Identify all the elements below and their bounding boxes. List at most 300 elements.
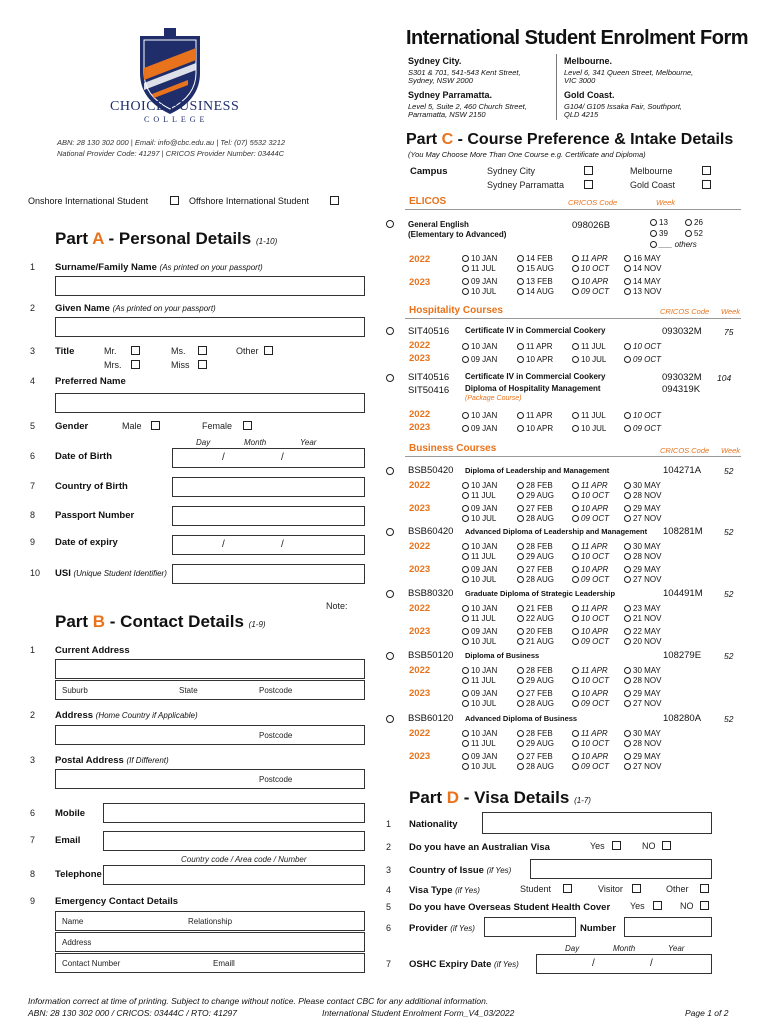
intake-date-option[interactable] [572, 752, 608, 761]
intake-date-option[interactable] [462, 565, 497, 574]
intake-date-option[interactable] [572, 411, 606, 420]
intake-date-option[interactable] [572, 575, 609, 584]
current-address-suburb-field[interactable] [55, 680, 365, 700]
dob-year-label: Year [300, 438, 317, 447]
campus-sydney-city-checkbox[interactable] [584, 166, 593, 175]
radio-icon [517, 343, 524, 350]
intake-date-option[interactable] [624, 342, 661, 351]
intake-date-option[interactable] [624, 264, 661, 273]
intake-date-option[interactable] [462, 514, 496, 523]
year-label: 2022 [409, 603, 431, 614]
expiry-field[interactable] [172, 535, 365, 555]
week-option[interactable]: 52 [685, 229, 703, 238]
intake-date-label: 30 MAY [633, 542, 661, 551]
intake-date-label: 09 JAN [471, 689, 498, 698]
intake-date-option[interactable] [624, 739, 661, 748]
intake-date-label: 09 JAN [471, 504, 498, 513]
expiry-separator: / [281, 539, 284, 550]
course-select-radio[interactable] [386, 327, 394, 335]
elicos-select-radio[interactable] [386, 220, 394, 228]
radio-icon [462, 288, 469, 295]
radio-icon [624, 700, 631, 707]
expiry-separator: / [222, 539, 225, 550]
intake-date-option[interactable] [572, 342, 606, 351]
year-label: 2023 [409, 353, 431, 364]
intake-date-option[interactable] [572, 565, 608, 574]
intake-date-label: 28 FEB [526, 542, 553, 551]
passport-field[interactable] [172, 506, 365, 526]
intake-date-option[interactable] [462, 627, 497, 636]
intake-date-option[interactable] [572, 254, 608, 263]
radio-icon [624, 730, 631, 737]
intake-date-option[interactable] [462, 614, 496, 623]
radio-icon [462, 515, 469, 522]
campus-goldcoast-checkbox[interactable] [702, 180, 711, 189]
year-label: 2022 [409, 541, 431, 552]
campus-parramatta-checkbox[interactable] [584, 180, 593, 189]
intake-date-option[interactable] [572, 481, 608, 490]
intake-date-option[interactable] [624, 575, 661, 584]
title-other-checkbox[interactable] [264, 346, 273, 355]
intake-date-label: 11 JUL [471, 676, 496, 685]
intake-date-option[interactable] [624, 481, 661, 490]
intake-date-label: 14 AUG [526, 287, 555, 296]
intake-date-label: 28 AUG [526, 762, 555, 771]
radio-icon [517, 638, 524, 645]
intake-date-option[interactable] [517, 342, 553, 351]
week-header: Week [721, 446, 741, 455]
intake-date-option[interactable] [462, 666, 497, 675]
course-week: 104 [717, 373, 732, 383]
intake-date-option[interactable] [624, 542, 661, 551]
course-select-radio[interactable] [386, 715, 394, 723]
nationality-field[interactable] [482, 812, 712, 834]
dob-field[interactable] [172, 448, 365, 468]
intake-date-option[interactable] [517, 552, 554, 561]
intake-date-option[interactable] [462, 424, 497, 433]
intake-date-option[interactable] [624, 637, 661, 646]
intake-date-option[interactable] [462, 504, 497, 513]
intake-date-label: 11 APR [581, 604, 608, 613]
intake-date-option[interactable] [624, 729, 661, 738]
radio-icon [462, 615, 469, 622]
week-option[interactable]: 13 [650, 218, 668, 227]
intake-date-label: 10 JAN [471, 542, 498, 551]
course-select-radio[interactable] [386, 528, 394, 536]
surname-field[interactable] [55, 276, 365, 296]
offshore-checkbox[interactable] [330, 196, 339, 205]
intake-date-label: 28 AUG [526, 575, 555, 584]
intake-date-option[interactable] [572, 676, 609, 685]
intake-date-label: 11 APR [526, 342, 553, 351]
intake-date-option[interactable] [624, 355, 661, 364]
intake-date-label: 11 JUL [471, 739, 496, 748]
intake-date-option[interactable] [462, 575, 496, 584]
intake-date-option[interactable] [517, 491, 554, 500]
part-b-heading: Part B - Contact Details (1-9) [55, 612, 266, 631]
campus-name: Melbourne. [564, 56, 613, 66]
intake-date-option[interactable] [517, 762, 554, 771]
intake-date-option[interactable] [572, 739, 609, 748]
course-code: SIT40516 [408, 326, 450, 337]
campus-melbourne-checkbox[interactable] [702, 166, 711, 175]
radio-icon [462, 356, 469, 363]
campus-address: S301 & 701, 541-543 Kent Street, [408, 68, 521, 77]
intake-date-option[interactable] [572, 504, 608, 513]
intake-date-option[interactable] [462, 762, 496, 771]
intake-date-option[interactable] [462, 254, 497, 263]
intake-date-option[interactable] [517, 752, 553, 761]
intake-date-label: 28 FEB [526, 481, 553, 490]
intake-date-option[interactable] [572, 264, 609, 273]
mobile-field[interactable] [103, 803, 365, 823]
radio-icon [517, 753, 524, 760]
postal-address-field[interactable] [55, 769, 365, 789]
visa-other-checkbox[interactable] [700, 884, 709, 893]
onshore-checkbox[interactable] [170, 196, 179, 205]
q-number: 9 [30, 537, 36, 547]
radio-icon [462, 638, 469, 645]
intake-date-option[interactable] [517, 565, 553, 574]
intake-date-option[interactable] [624, 424, 661, 433]
intake-date-option[interactable] [462, 287, 496, 296]
intake-date-option[interactable] [572, 552, 609, 561]
intake-date-option[interactable] [462, 552, 496, 561]
course-week: 52 [724, 651, 734, 661]
intake-date-option[interactable] [572, 689, 608, 698]
intake-date-option[interactable] [572, 355, 606, 364]
intake-date-option[interactable] [517, 614, 554, 623]
intake-date-option[interactable] [572, 277, 608, 286]
intake-date-option[interactable] [624, 491, 661, 500]
intake-date-option[interactable] [624, 627, 661, 636]
email-field[interactable] [103, 831, 365, 851]
intake-date-label: 20 NOV [633, 637, 662, 646]
email-label: Email [55, 835, 81, 846]
campus-address: Sydney, NSW 2000 [408, 76, 473, 85]
intake-date-option[interactable] [624, 565, 661, 574]
course-code: SIT40516 [408, 372, 450, 383]
expiry-day-label: Day [565, 944, 580, 953]
expiry-separator: / [650, 958, 653, 969]
title-other-label: Other [236, 346, 259, 356]
intake-date-label: 09 OCT [581, 699, 610, 708]
intake-date-option[interactable] [624, 666, 661, 675]
radio-icon [572, 628, 579, 635]
radio-icon [462, 753, 469, 760]
footer-disclaimer: Information correct at time of printing. Subject to change without notice. Please contact CBC for any additional information. [28, 996, 489, 1006]
postal-address-label: Postal Address (If Different) [55, 755, 169, 766]
intake-date-label: 21 FEB [526, 604, 553, 613]
ec-number-label: Contact Number [62, 959, 121, 968]
radio-icon [572, 255, 579, 262]
radio-icon [572, 543, 579, 550]
intake-date-option[interactable] [462, 481, 497, 490]
course-code: BSB60420 [408, 526, 454, 537]
q-number: 3 [30, 755, 36, 765]
course-select-radio[interactable] [386, 374, 394, 382]
week-option[interactable]: 26 [685, 218, 703, 227]
radio-icon [462, 553, 469, 560]
radio-icon [572, 605, 579, 612]
intake-date-option[interactable] [462, 676, 496, 685]
intake-date-option[interactable] [462, 542, 497, 551]
intake-date-option[interactable] [462, 752, 497, 761]
radio-icon [572, 566, 579, 573]
current-address-label: Current Address [55, 645, 130, 656]
intake-date-option[interactable] [462, 637, 496, 646]
radio-icon [624, 278, 631, 285]
ec-relationship-label: Relationship [188, 917, 233, 926]
intake-date-label: 11 APR [581, 254, 608, 263]
course-cricos: 104271A [663, 465, 702, 476]
intake-date-option[interactable] [624, 552, 661, 561]
intake-date-option[interactable] [624, 676, 661, 685]
intake-date-label: 10 OCT [581, 491, 610, 500]
intake-date-option[interactable] [462, 411, 497, 420]
radio-icon [517, 492, 524, 499]
current-address-field[interactable] [55, 659, 365, 679]
q-number: 8 [30, 510, 36, 520]
mobile-label: Mobile [55, 808, 86, 819]
intake-date-label: 09 OCT [581, 514, 610, 523]
intake-date-label: 10 APR [581, 689, 609, 698]
radio-icon [462, 700, 469, 707]
radio-icon [462, 505, 469, 512]
intake-date-option[interactable] [572, 424, 606, 433]
course-name: Diploma of Business [465, 651, 540, 660]
intake-date-option[interactable] [572, 627, 608, 636]
intake-date-option[interactable] [517, 514, 554, 523]
intake-date-option[interactable] [624, 699, 661, 708]
year-label: 2023 [409, 422, 431, 433]
intake-date-option[interactable] [462, 689, 497, 698]
intake-date-option[interactable] [572, 699, 609, 708]
intake-date-option[interactable] [462, 355, 497, 364]
intake-date-option[interactable] [572, 604, 608, 613]
radio-icon [624, 566, 631, 573]
intake-date-label: 27 NOV [633, 575, 662, 584]
intake-date-option[interactable] [517, 627, 553, 636]
intake-date-option[interactable] [517, 729, 553, 738]
radio-icon [517, 667, 524, 674]
intake-date-option[interactable] [624, 254, 661, 263]
intake-date-option[interactable] [572, 637, 609, 646]
intake-date-option[interactable] [517, 739, 554, 748]
country-issue-field[interactable] [530, 859, 712, 879]
provider-field[interactable] [484, 917, 576, 937]
intake-date-label: 11 APR [581, 729, 608, 738]
intake-date-label: 30 MAY [633, 481, 661, 490]
course-cricos: 108279E [663, 650, 702, 661]
phone-format-hint: Country code / Area code / Number [181, 855, 307, 864]
radio-icon [462, 265, 469, 272]
intake-date-option[interactable] [572, 287, 609, 296]
intake-date-label: 30 MAY [633, 729, 661, 738]
radio-icon [462, 492, 469, 499]
intake-date-label: 09 OCT [581, 762, 610, 771]
country-of-birth-field[interactable] [172, 477, 365, 497]
intake-date-option[interactable] [517, 575, 554, 584]
preferred-name-field[interactable] [55, 393, 365, 413]
intake-date-label: 28 NOV [633, 552, 662, 561]
radio-icon [462, 425, 469, 432]
intake-date-option[interactable] [517, 699, 554, 708]
q-number: 3 [386, 865, 392, 875]
intake-date-label: 09 JAN [471, 424, 498, 433]
radio-icon [517, 482, 524, 489]
oshc-expiry-field[interactable] [536, 954, 712, 974]
intake-date-option[interactable] [624, 689, 661, 698]
radio-icon [572, 482, 579, 489]
intake-date-label: 14 FEB [526, 254, 553, 263]
title-mrs-checkbox[interactable] [131, 360, 140, 369]
title-mr-checkbox[interactable] [131, 346, 140, 355]
radio-icon [462, 667, 469, 674]
intake-date-label: 10 JAN [471, 604, 498, 613]
course-name: Certificate IV in Commercial Cookery [465, 326, 606, 335]
intake-date-option[interactable] [517, 542, 553, 551]
radio-icon [462, 278, 469, 285]
intake-date-option[interactable] [517, 277, 553, 286]
intake-date-option[interactable] [517, 287, 554, 296]
intake-date-label: 22 MAY [633, 627, 661, 636]
elicos-course-level: (Elementary to Advanced) [408, 230, 507, 239]
radio-icon [572, 753, 579, 760]
intake-date-option[interactable] [572, 729, 608, 738]
intake-date-label: 09 JAN [471, 277, 498, 286]
radio-icon [624, 425, 631, 432]
campus-goldcoast-label: Gold Coast [630, 180, 676, 190]
intake-date-label: 22 AUG [526, 614, 555, 623]
week-option[interactable]: ___ others [650, 240, 697, 249]
telephone-field[interactable] [103, 865, 365, 885]
intake-date-option[interactable] [517, 254, 553, 263]
course-code: BSB60120 [408, 713, 454, 724]
intake-date-option[interactable] [462, 491, 496, 500]
aus-visa-label: Do you have an Australian Visa [409, 842, 550, 853]
intake-date-option[interactable] [517, 264, 554, 273]
intake-date-label: 27 FEB [526, 504, 553, 513]
oshc-no-checkbox[interactable] [700, 901, 709, 910]
intake-date-option[interactable] [517, 676, 554, 685]
intake-date-option[interactable] [624, 514, 661, 523]
intake-date-option[interactable] [462, 264, 496, 273]
intake-date-option[interactable] [624, 504, 661, 513]
intake-date-label: 29 MAY [633, 689, 661, 698]
aus-visa-no-checkbox[interactable] [662, 841, 671, 850]
intake-date-option[interactable] [572, 614, 609, 623]
intake-date-option[interactable] [517, 637, 554, 646]
intake-date-option[interactable] [462, 729, 497, 738]
intake-date-label: 29 AUG [526, 739, 555, 748]
intake-date-option[interactable] [624, 287, 661, 296]
visa-student-checkbox[interactable] [563, 884, 572, 893]
intake-date-option[interactable] [517, 604, 553, 613]
gender-male-checkbox[interactable] [151, 421, 160, 430]
course-week: 52 [724, 527, 734, 537]
intake-date-option[interactable] [572, 542, 608, 551]
q-number: 10 [30, 568, 41, 578]
logo-subname: COLLEGE [144, 115, 209, 124]
part-a-heading: Part A - Personal Details (1-10) [55, 229, 278, 248]
intake-date-label: 29 AUG [526, 676, 555, 685]
visa-visitor-label: Visitor [598, 884, 623, 894]
intake-date-option[interactable] [517, 689, 553, 698]
visa-visitor-checkbox[interactable] [632, 884, 641, 893]
intake-date-option[interactable] [624, 411, 661, 420]
intake-date-option[interactable] [624, 752, 661, 761]
radio-icon [572, 677, 579, 684]
oshc-number-field[interactable] [624, 917, 712, 937]
course-code: BSB50420 [408, 465, 454, 476]
intake-date-label: 10 JUL [471, 762, 497, 771]
intake-date-option[interactable] [517, 504, 553, 513]
intake-date-label: 14 MAY [633, 277, 661, 286]
intake-date-option[interactable] [462, 699, 496, 708]
intake-date-option[interactable] [517, 424, 553, 433]
usi-field[interactable] [172, 564, 365, 584]
year-label: 2022 [409, 340, 431, 351]
part-c-heading: Part C - Course Preference & Intake Details [406, 131, 734, 148]
course-code: BSB80320 [408, 588, 454, 599]
intake-date-option[interactable] [462, 739, 496, 748]
oshc-yes-checkbox[interactable] [653, 901, 662, 910]
intake-date-option[interactable] [624, 604, 661, 613]
intake-date-option[interactable] [624, 277, 661, 286]
aus-visa-yes-checkbox[interactable] [612, 841, 621, 850]
course-select-radio[interactable] [386, 652, 394, 660]
week-option[interactable]: 39 [650, 229, 668, 238]
radio-icon [462, 576, 469, 583]
course-select-radio[interactable] [386, 590, 394, 598]
radio-icon [517, 763, 524, 770]
home-address-field[interactable] [55, 725, 365, 745]
given-name-field[interactable] [55, 317, 365, 337]
radio-icon [572, 740, 579, 747]
radio-icon [624, 265, 631, 272]
radio-icon [462, 412, 469, 419]
intake-date-option[interactable] [462, 277, 497, 286]
emergency-address-field[interactable] [55, 932, 365, 952]
intake-date-option[interactable] [572, 491, 609, 500]
intake-date-option[interactable] [517, 411, 553, 420]
ec-email-label: Emaill [213, 959, 235, 968]
gender-female-checkbox[interactable] [243, 421, 252, 430]
course-cricos: 093032M [662, 372, 702, 383]
radio-icon [572, 690, 579, 697]
title-miss-checkbox[interactable] [198, 360, 207, 369]
intake-date-option[interactable] [517, 666, 553, 675]
intake-date-option[interactable] [462, 342, 497, 351]
intake-date-option[interactable] [572, 514, 609, 523]
intake-date-option[interactable] [517, 481, 553, 490]
intake-date-option[interactable] [462, 604, 497, 613]
course-select-radio[interactable] [386, 467, 394, 475]
intake-date-option[interactable] [624, 614, 661, 623]
title-ms-checkbox[interactable] [198, 346, 207, 355]
intake-date-option[interactable] [517, 355, 553, 364]
intake-date-option[interactable] [572, 666, 608, 675]
oshc-yes-label: Yes [630, 901, 645, 911]
radio-icon [624, 690, 631, 697]
intake-date-option[interactable] [624, 762, 661, 771]
radio-icon [624, 515, 631, 522]
q-number: 1 [30, 262, 36, 272]
intake-date-option[interactable] [572, 762, 609, 771]
radio-icon [517, 356, 524, 363]
part-c-subtitle: (You May Choose More Than One Course e.g. Certificate and Diploma) [408, 150, 646, 159]
